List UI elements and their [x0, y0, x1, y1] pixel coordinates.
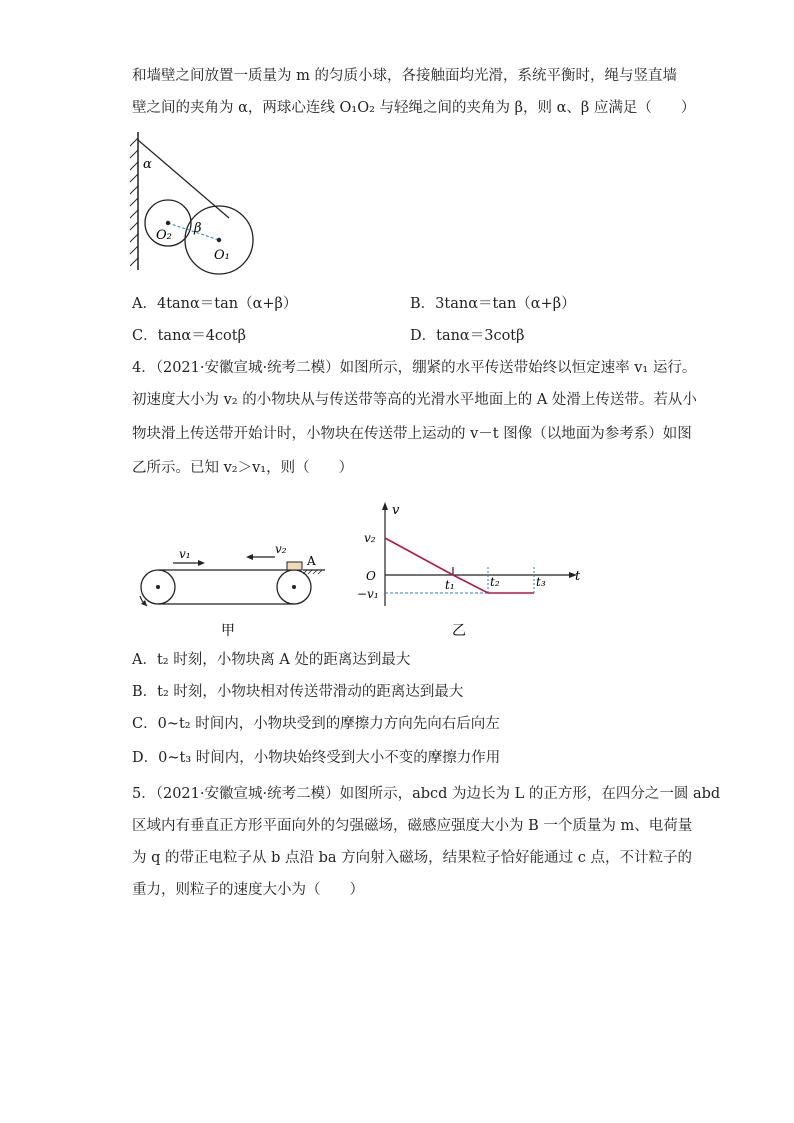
center-o2-dot [166, 221, 170, 225]
origin-label: O [366, 569, 376, 583]
y-axis-arrowhead [382, 502, 388, 510]
v-axis-label: v [392, 503, 400, 518]
q5-text-line-2: 区域内有垂直正方形平面向外的匀强磁场，磁感应强度大小为 B 一个质量为 m、电荷量 [132, 818, 693, 834]
left-pulley-axle [156, 585, 160, 589]
v2-tick-label: v₂ [364, 531, 376, 545]
block-a [287, 562, 302, 570]
q4-option-d: D．0~t₃ 时间内，小物块始终受到大小不变的摩擦力作用 [132, 750, 501, 766]
q5-text-line-4: 重力，则粒子的速度大小为（ ） [132, 882, 364, 898]
t1-tick-label: t₁ [445, 578, 455, 592]
q3-option-b: B．3tanα＝tan（α+β） [410, 296, 576, 312]
right-pulley-axle [292, 585, 296, 589]
q3-figure-balls [120, 130, 270, 280]
o2-label: O₂ [156, 228, 172, 243]
alpha-label: α [143, 157, 152, 172]
t-axis-label: t [575, 569, 581, 584]
a-label: A [307, 554, 316, 568]
q4-text-line-4: 乙所示。已知 v₂＞v₁，则（ ） [132, 460, 354, 476]
v1-arrowhead [198, 560, 205, 566]
q3-option-c: C．tanα＝4cotβ [132, 328, 246, 344]
q4-figure-conveyor [125, 540, 325, 640]
caption-jia: 甲 [221, 623, 235, 639]
q4-option-a: A．t₂ 时刻，小物块离 A 处的距离达到最大 [132, 652, 411, 668]
q5-text-line-1: 5．（2021·安徽宣城·统考二模）如图所示，abcd 为边长为 L 的正方形，在四分之一圆 abd [132, 786, 721, 802]
q4-text-line-2: 初速度大小为 v₂ 的小物块从与传送带等高的光滑水平地面上的 A 处滑上传送带。若从小 [132, 392, 697, 408]
t3-tick-label: t₃ [536, 575, 546, 589]
q4-text-line-1: 4．（2021·安徽宣城·统考二模）如图所示，绷紧的水平传送带始终以恒定速率 v₁ 运行。 [132, 360, 697, 376]
q5-text-line-3: 为 q 的带正电粒子从 b 点沿 ba 方向射入磁场，结果粒子恰好能通过 c 点，不计粒子的 [132, 850, 692, 866]
q3-option-d: D．tanα＝3cotβ [410, 328, 525, 344]
t2-tick-label: t₂ [490, 575, 500, 589]
q4-option-b: B．t₂ 时刻，小物块相对传送带滑动的距离达到最大 [132, 684, 464, 700]
o1-label: O₁ [214, 248, 230, 263]
q4-vt-chart [355, 500, 595, 640]
q3-text-line-1: 和墙壁之间放置一质量为 m 的匀质小球，各接触面均光滑，系统平衡时，绳与竖直墙 [132, 68, 677, 84]
q4-option-c: C．0~t₂ 时间内，小物块受到的摩擦力方向先向右后向左 [132, 716, 500, 732]
beta-label: β [194, 221, 202, 236]
vt-line [385, 538, 534, 593]
q3-option-a: A．4tanα＝tan（α+β） [132, 296, 298, 312]
neg-v1-tick-label: −v₁ [357, 587, 379, 601]
center-o1-dot [217, 238, 221, 242]
v2-arrowhead [246, 554, 253, 560]
v1-label: v₁ [179, 547, 191, 561]
caption-yi: 乙 [452, 623, 466, 639]
wall-hatching [130, 138, 138, 266]
q4-text-line-3: 物块滑上传送带开始计时，小物块在传送带上运动的 v－t 图像（以地面为参考系）如图 [132, 426, 692, 442]
q3-text-line-2: 壁之间的夹角为 α，两球心连线 O₁O₂ 与轻绳之间的夹角为 β，则 α、β 应满足（ ） [132, 100, 696, 116]
v2-label: v₂ [275, 542, 287, 556]
